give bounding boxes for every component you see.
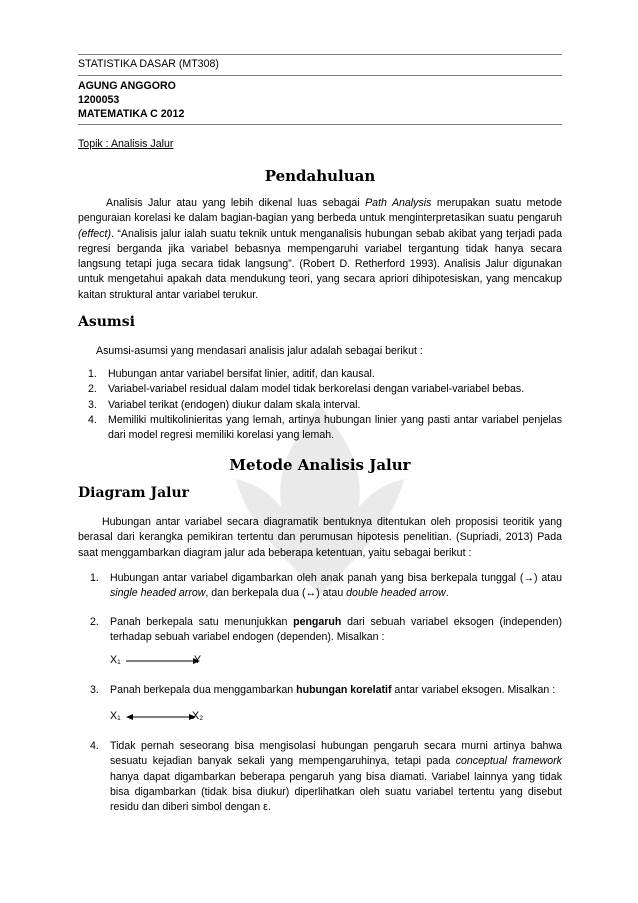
diagram-node-y: Y — [194, 654, 202, 666]
heading-diagram-jalur: Diagram Jalur — [78, 485, 190, 501]
topic-line: Topik : Analisis Jalur — [78, 138, 174, 150]
list-item: 1. Hubungan antar variabel digambarkan oleh anak panah yang bisa berkepala tunggal (→) atau single headed arrow, dan berkepala dua (↔) atau double headed arrow. — [90, 572, 562, 600]
single-arrow-icon — [124, 656, 202, 666]
asumsi-list — [88, 367, 562, 443]
heading-asumsi: Asumsi — [78, 314, 135, 330]
list-item: 2. Variabel-variabel residual dalam model tidak berkorelasi dengan variabel-variabel bebas. — [88, 383, 525, 396]
author-nim: 1200053 — [78, 94, 120, 106]
ketentuan-list-3 — [90, 683, 562, 698]
ketentuan-list-4 — [90, 739, 562, 815]
list-item: 1. Hubungan antar variabel bersifat linier, aditif, dan kausal. — [88, 368, 375, 380]
list-item: 4. Tidak pernah seseorang bisa mengisolasi hubungan pengaruh secara murni artinya bahwa sesuatu kejadian banyak sekali yang mempengaruhinya, tetapi pada conceptual framework hanya dapat digambarkan beberapa pengaruh yang bisa diamati. Variabel lainnya yang tidak bisa digambarkan (tidak bisa diukur) diperlihatkan oleh suatu variabel tertentu yang disebut residu dan diberi simbol dengan ε. — [90, 740, 562, 814]
diagram-paragraph: Hubungan antar variabel secara diagramatik bentuknya ditentukan oleh proposisi teoritik yang berasal dari kerangka pemikiran tertentu dan perumusan hipotesis penelitian. (Supriadi, 2013) Pada saat menggambarkan diagram jalur ada beberapa ketentuan, yaitu sebagai berikut : — [78, 516, 562, 559]
header-rule-2 — [78, 124, 562, 125]
diagram-node-x1: X₁ — [110, 710, 121, 722]
list-item: 2. Panah berkepala satu menunjukkan pengaruh dari sebuah variabel eksogen (independen) terhadap sebuah variabel endogen (dependen). Misalkan : — [90, 616, 562, 644]
header-rule — [78, 75, 562, 76]
section-title-metode: Metode Analisis Jalur — [229, 456, 411, 474]
diagram-node-x1: X₁ — [110, 654, 121, 666]
ketentuan-list-2 — [90, 615, 562, 646]
single-arrow-diagram — [110, 654, 210, 668]
ketentuan-list — [90, 571, 562, 602]
list-item: 4. Memiliki multikolinieritas yang lemah, artinya hubungan linier yang pasti antar variabel penjelas dari model regresi memiliki korelasi yang lemah. — [88, 413, 562, 442]
list-item: 3. Variabel terikat (endogen) diukur dalam skala interval. — [88, 398, 361, 411]
diagram-node-x2: X₂ — [192, 710, 204, 722]
section-title-pendahuluan: Pendahuluan — [264, 167, 376, 185]
double-arrow-diagram — [110, 710, 220, 724]
author-class: MATEMATIKA C 2012 — [78, 108, 185, 120]
list-item: 3. Panah berkepala dua menggambarkan hubungan korelatif antar variabel eksogen. Misalkan : — [90, 684, 556, 696]
top-rule — [78, 54, 562, 55]
double-arrow-icon — [124, 712, 198, 722]
author-name: AGUNG ANGGORO — [78, 80, 176, 92]
asumsi-lead: Asumsi-asumsi yang mendasari analisis jalur adalah sebagai berikut : — [96, 345, 423, 357]
intro-paragraph: Analisis Jalur atau yang lebih dikenal luas sebagai Path Analysis merupakan suatu metode penguraian korelasi ke dalam bagian-bagian yang berbeda untuk menginterpretasikan suatu pengaruh (effect). “Analisis jalur ialah suatu teknik untuk menganalisis hubungan sebab akibat yang terjadi pada regresi berganda jika variabel bebasnya mempengaruhi variabel tergantung tidak hanya secara langsung tetapi juga secara tidak langsung”. (Robert D. Retherford 1993). Analisis Jalur digunakan untuk mengetahui apakah data mendukung teori, yang secara apriori dihipotesiskan, yang mencakup kaitan struktural antar variabel terukur. — [78, 197, 562, 301]
course-code: STATISTIKA DASAR (MT308) — [78, 58, 219, 70]
